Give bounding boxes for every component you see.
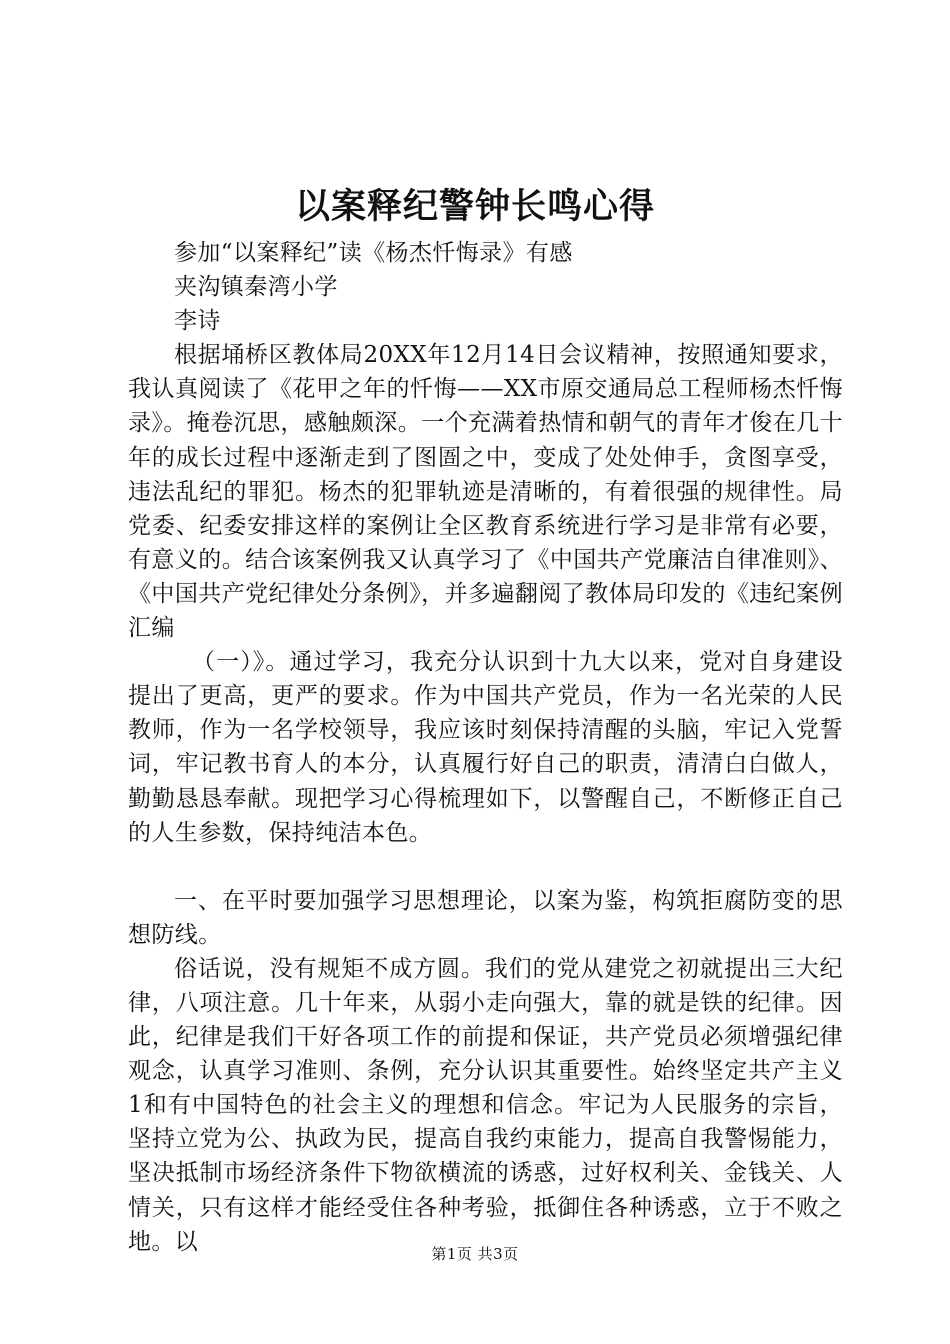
body-paragraph: 俗话说，没有规矩不成方圆。我们的党从建党之初就提出三大纪律，八项注意。几十年来，从弱小走向强大，靠的就是铁的纪律。因此，纪律是我们干好各项工作的前提和保证，共产党员必须增强纪律观念，认真学习准则、条例，充分认识其重要性。始终坚定共产主义1和有中国特色的社会主义的理想和信念。牢记为人民服务的宗旨，坚持立党为公、执政为民，提高自我约束能力，提高自我警惕能力，坚决抵制市场经济条件下物欲横流的诱惑，过好权利关、金钱关、人情关，只有这样才能经受住各种考验，抵御住各种诱惑，立于不败之地。以: [128, 955, 843, 1255]
school-line: 夹沟镇秦湾小学: [174, 274, 338, 301]
subtitle-line: 参加“以案释纪”读《杨杰忏悔录》有感: [174, 240, 573, 266]
author-line: 李诗: [174, 308, 221, 335]
document-title: 以案释纪警钟长鸣心得: [294, 187, 655, 227]
paragraph-gap: [128, 850, 843, 884]
body-paragraph: （一）》。通过学习，我充分认识到十九大以来，党对自身建设提出了更高，更严的要求。作为中国共产党员，作为一名光荣的人民教师，作为一名学校领导，我应该时刻保持清醒的头脑，牢记入党誓词，牢记教书育人的本分，认真履行好自己的职责，清清白白做人，勤勤恳恳奉献。现把学习心得梳理如下，以警醒自己，不断修正自己的人生参数，保持纯洁本色。: [128, 649, 843, 846]
page-number-footer: 第1页 共3页: [431, 1245, 519, 1263]
section-heading: 一、在平时要加强学习思想理论，以案为鉴，构筑拒腐防变的思想防线。: [128, 887, 843, 948]
document-body: [128, 236, 843, 1259]
body-paragraph: 根据埇桥区教体局20XX年12月14日会议精神，按照通知要求，我认真阅读了《花甲之年的忏悔——XX市原交通局总工程师杨杰忏悔录》。掩卷沉思，感触颇深。一个充满着热情和朝气的青年才俊在几十年的成长过程中逐渐走到了图圄之中，变成了处处伸手，贪图享受，违法乱纪的罪犯。杨杰的犯罪轨迹是清晰的，有着很强的规律性。局党委、纪委安排这样的案例让全区教育系统进行学习是非常有必要，有意义的。结合该案例我又认真学习了《中国共产党廉洁自律准则》、《中国共产党纪律处分条例》，并多遍翻阅了教体局印发的《违纪案例汇编: [128, 342, 843, 642]
